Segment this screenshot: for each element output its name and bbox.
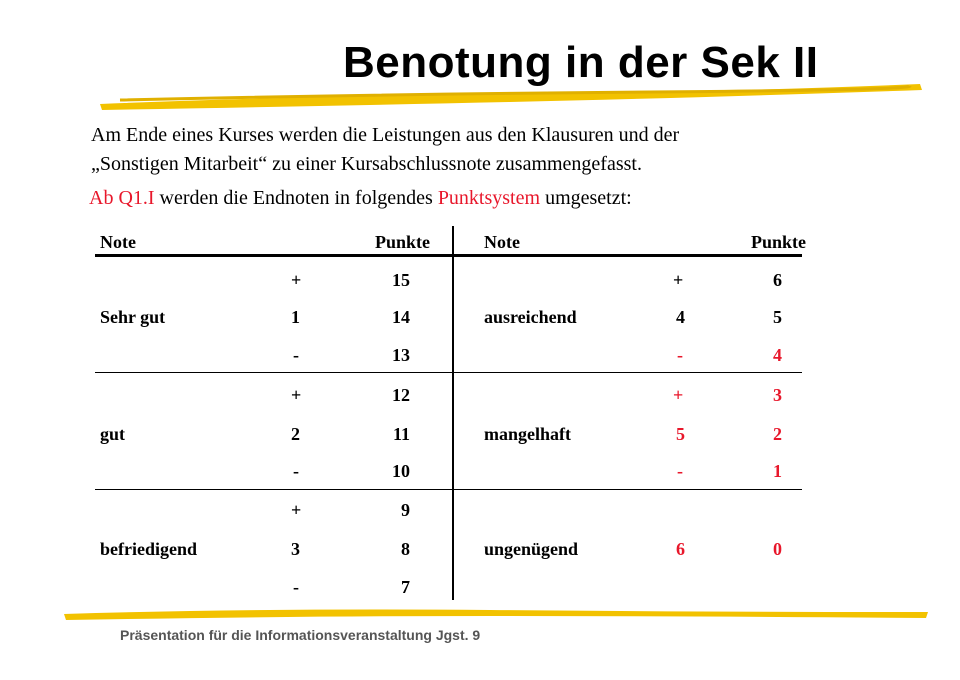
q1-highlight: Ab Q1.I	[89, 187, 155, 209]
left-punkte-header: Punkte	[374, 232, 430, 252]
points-cell: 10	[392, 461, 410, 481]
points-cell: 4	[773, 345, 782, 365]
grade-digit: 5	[676, 424, 685, 444]
row-rule-1	[95, 372, 802, 373]
points-cell: 15	[392, 270, 410, 290]
minus-sign: -	[677, 461, 683, 481]
minus-sign: -	[677, 345, 683, 365]
grade-digit: 1	[291, 307, 300, 327]
intro-paragraph	[91, 121, 679, 179]
grade-label: ausreichend	[484, 307, 577, 327]
header-rule	[95, 254, 802, 257]
points-cell: 1	[773, 461, 782, 481]
points-cell: 3	[773, 385, 782, 405]
grade-digit: 4	[676, 307, 685, 327]
right-note-header: Note	[484, 232, 520, 252]
points-cell: 2	[773, 424, 782, 444]
points-system-sentence	[89, 187, 632, 210]
points-cell: 5	[773, 307, 782, 327]
plus-sign: +	[291, 500, 302, 520]
grade-digit: 3	[291, 539, 300, 559]
plus-sign: +	[673, 385, 684, 405]
points-cell: 9	[401, 500, 410, 520]
row-rule-2	[95, 489, 802, 490]
points-cell: 7	[401, 577, 410, 597]
right-punkte-header: Punkte	[750, 232, 806, 252]
grade-label: ungenügend	[484, 539, 579, 559]
minus-sign: -	[293, 461, 299, 481]
column-divider	[452, 226, 454, 600]
grade-digit: 2	[291, 424, 300, 444]
points-cell: 13	[392, 345, 410, 365]
grade-digit: 6	[676, 539, 685, 559]
points-cell: 11	[392, 424, 410, 444]
minus-sign: -	[293, 345, 299, 365]
points-cell: 6	[773, 270, 782, 290]
plus-sign: +	[291, 385, 302, 405]
points-cell: 12	[392, 385, 410, 405]
grade-label: befriedigend	[100, 539, 197, 559]
intro-line-1: Am Ende eines Kurses werden die Leistungen aus den Klausuren und der	[91, 124, 680, 146]
grade-label: mangelhaft	[484, 424, 571, 444]
plus-sign: +	[673, 270, 684, 290]
punktsystem-highlight: Punktsystem	[437, 187, 541, 209]
intro-line-2: „Sonstigen Mitarbeit“ zu einer Kursabschlussnote zusammengefasst.	[91, 153, 642, 175]
title-highlight-stroke	[90, 78, 930, 114]
footer-text: Präsentation für die Informationsveranstaltung Jgst. 9	[120, 627, 481, 643]
minus-sign: -	[293, 577, 299, 597]
left-note-header: Note	[100, 232, 136, 252]
grade-label: Sehr gut	[100, 307, 166, 327]
slide-title: Benotung in der Sek II	[343, 38, 819, 87]
plus-sign: +	[291, 270, 302, 290]
grade-label: gut	[100, 424, 126, 444]
footer-highlight-stroke	[60, 604, 932, 624]
sentence-end: umgesetzt:	[540, 187, 632, 209]
sentence-mid: werden die Endnoten in folgendes	[154, 187, 438, 209]
points-cell: 14	[392, 307, 410, 327]
points-cell: 0	[773, 539, 782, 559]
points-cell: 8	[401, 539, 410, 559]
